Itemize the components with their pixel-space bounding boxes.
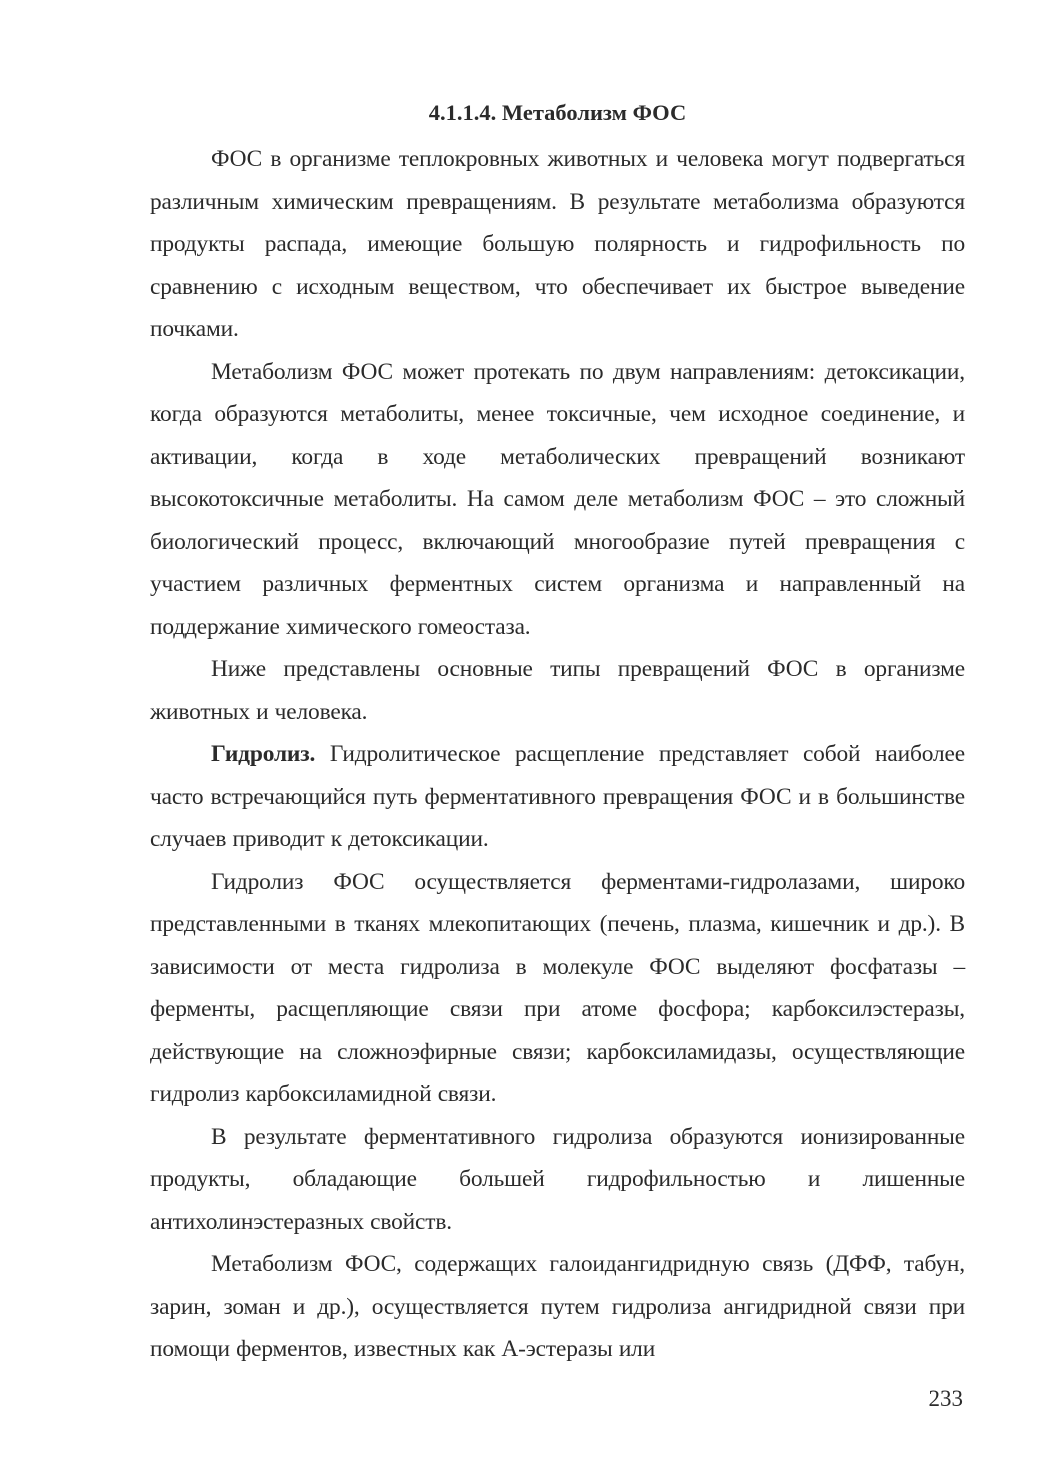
paragraph-lead-term: Гидролиз. — [211, 741, 316, 767]
page-number: 233 — [928, 1386, 963, 1411]
paragraph-metabolism-intro — [150, 138, 965, 351]
paragraph-hydrolases — [150, 861, 965, 1116]
paragraph-text: ФОС в организме теплокровных животных и человека могут подвергаться различным химическим превращениям. В результате метаболизма образуются продукты распада, имеющие большую полярность и гидрофильность по сравнению с исходным веществом, что обеспечивает их быстрое выведение почками. — [150, 146, 965, 342]
section-heading: 4.1.1.4. Метаболизм ФОС — [428, 100, 687, 125]
paragraph-text: Метаболизм ФОС, содержащих галоидангидридную связь (ДФФ, табун, зарин, зоман и др.), осуществляется путем гидролиза ангидридной связи при помощи ферментов, известных как А-эстеразы или — [150, 1251, 965, 1362]
paragraph-text: Гидролитическое расщепление представляет собой наиболее часто встречающийся путь ферментативного превращения ФОС и в большинстве случаев приводит к детоксикации. — [150, 741, 965, 852]
paragraph-haloanhydride — [150, 1243, 965, 1371]
paragraph-text: Ниже представлены основные типы превращений ФОС в организме животных и человека. — [150, 656, 965, 725]
paragraph-text: В результате ферментативного гидролиза образуются ионизированные продукты, обладающие большей гидрофильностью и лишенные антихолинэстеразных свойств. — [150, 1123, 965, 1235]
paragraph-metabolism-directions — [150, 351, 965, 649]
paragraph-text: Гидролиз ФОС осуществляется ферментами-гидролазами, широко представленными в тканях млекопитающих (печень, плазма, кишечник и др.). В зависимости от места гидролиза в молекуле ФОС выделяют фосфатазы – ферменты, расщепляющие связи при атоме фосфора; карбоксилэстеразы, действующие на сложноэфирные связи; карбоксиламидазы, осуществляющие гидролиз карбоксиламидной связи. — [150, 868, 965, 1107]
paragraph-hydrolysis — [150, 733, 965, 861]
body-text — [150, 138, 965, 1371]
paragraph-hydrolysis-result — [150, 1116, 965, 1244]
paragraph-text: Метаболизм ФОС может протекать по двум направлениям: детоксикации, когда образуются метаболиты, менее токсичные, чем исходное соединение, и активации, когда в ходе метаболических превращений возникают высокотоксичные метаболиты. На самом деле метаболизм ФОС – это сложный биологический процесс, включающий многообразие путей превращения с участием различных ферментных систем организма и направленный на поддержание химического гомеостаза. — [150, 358, 965, 640]
paragraph-transformation-types — [150, 648, 965, 733]
